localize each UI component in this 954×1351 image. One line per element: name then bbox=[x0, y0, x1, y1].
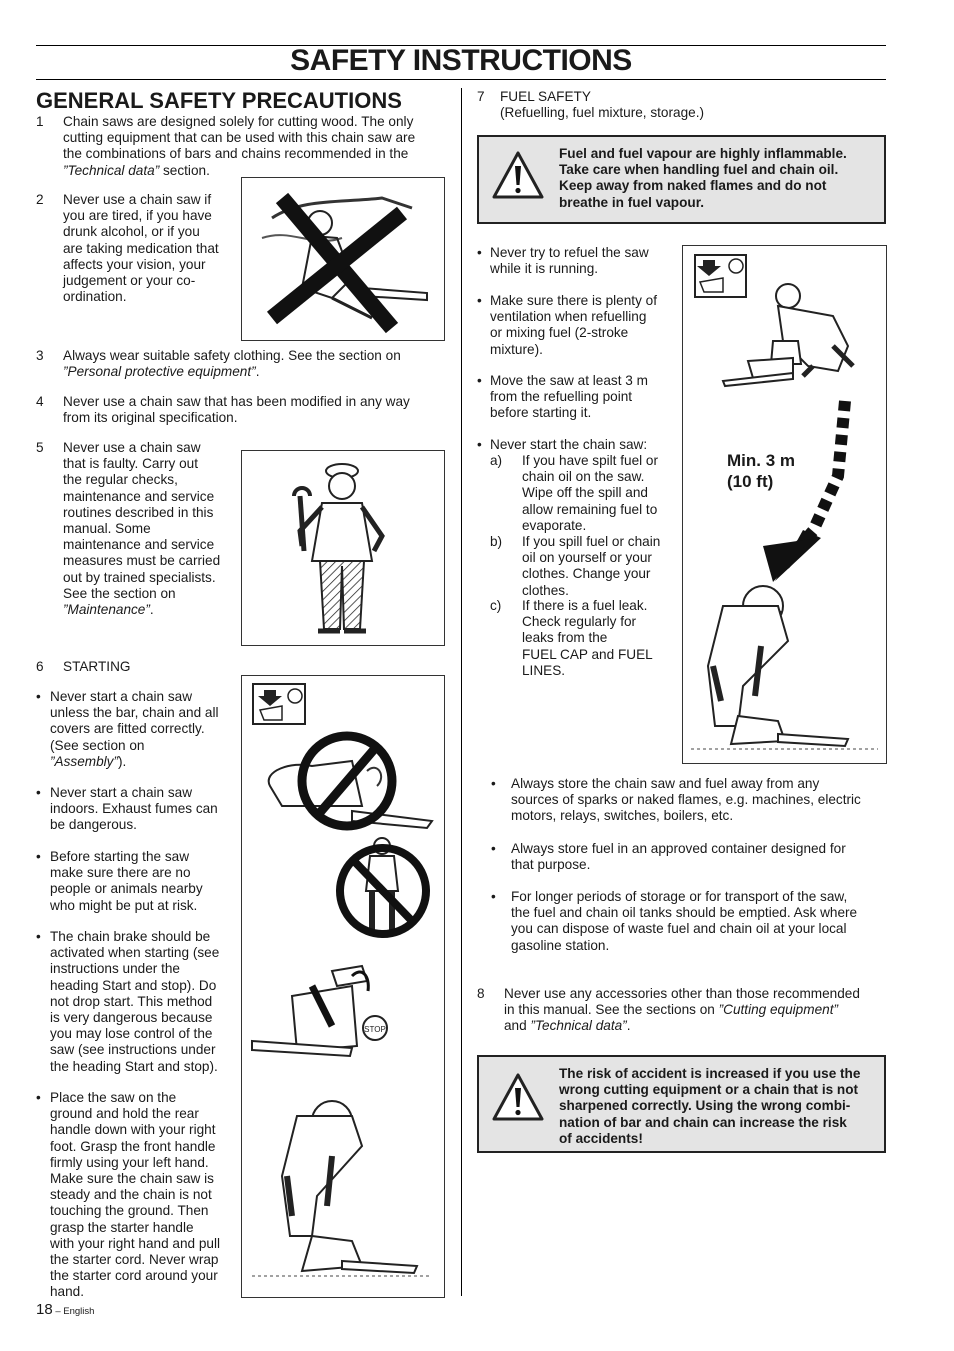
text-line: before starting it. bbox=[490, 405, 592, 421]
fuel-safety-heading: FUEL SAFETY bbox=[500, 89, 591, 104]
text-line: nation of bar and chain can increase the risk bbox=[559, 1114, 847, 1130]
bullet-icon: • bbox=[477, 245, 482, 260]
section-reference: ”Cutting equipment” bbox=[718, 1002, 838, 1018]
operator-starting-saw-icon bbox=[691, 586, 878, 749]
text-line bbox=[63, 364, 401, 380]
text-line: the fuel and chain oil tanks should be emptied. Ask where bbox=[511, 905, 858, 921]
text-fragment: ). bbox=[117, 753, 127, 769]
sub-item-letter: a) bbox=[490, 453, 503, 468]
page-number: 18 bbox=[36, 1301, 53, 1318]
item-1-text bbox=[63, 114, 415, 179]
stop-label: STOP bbox=[364, 1025, 386, 1034]
text-line: is very dangerous because bbox=[50, 1010, 213, 1026]
fuel-bullet-3-text bbox=[490, 373, 648, 422]
text-line: Fuel and fuel vapour are highly inflammable. bbox=[559, 146, 847, 161]
text-line: grasp the starter handle bbox=[50, 1219, 194, 1235]
item-number: 6 bbox=[36, 659, 44, 674]
bullet-icon: • bbox=[491, 889, 496, 904]
text-fragment: . bbox=[149, 602, 154, 618]
text-line bbox=[504, 1018, 860, 1034]
refuel-distance-illustration bbox=[682, 245, 887, 764]
text-line: breathe in fuel vapour. bbox=[559, 194, 705, 210]
starting-illustrations bbox=[241, 675, 445, 1298]
item-number: 2 bbox=[36, 192, 44, 207]
text-line: touching the ground. Then bbox=[50, 1203, 209, 1219]
text-line: Keep away from naked flames and do not bbox=[559, 178, 827, 194]
no-start-saw-icon bbox=[269, 736, 432, 828]
column-divider bbox=[461, 88, 462, 1296]
text-line: Min. 3 m bbox=[727, 451, 796, 470]
text-line: saw (see instructions under bbox=[50, 1042, 216, 1058]
section-reference: ”Assembly” bbox=[50, 753, 118, 769]
bullet-1-text bbox=[50, 689, 219, 770]
text-line: Never start a chain saw bbox=[50, 785, 193, 800]
text-line: that purpose. bbox=[511, 857, 591, 873]
item-8-text bbox=[504, 986, 860, 1035]
starting-heading: STARTING bbox=[63, 659, 131, 674]
text-fragment: and bbox=[504, 1018, 531, 1034]
text-line: you may lose control of the bbox=[50, 1026, 213, 1042]
text-line: sources of sparks or naked flames, e.g. machines, electric bbox=[511, 792, 861, 808]
refuel-stop-icon bbox=[695, 255, 746, 297]
storage-bullet-2-text bbox=[511, 841, 846, 873]
text-line: Always store fuel in an approved container designed for bbox=[511, 841, 846, 856]
text-line: Move the saw at least 3 m bbox=[490, 373, 648, 388]
text-line: Take care when handling fuel and chain oil. bbox=[559, 162, 839, 178]
text-line: Wipe off the spill and bbox=[522, 485, 648, 501]
text-line: cutting equipment that can be used with this chain saw are bbox=[63, 130, 416, 146]
item-number: 5 bbox=[36, 440, 44, 455]
bullet-4-text bbox=[50, 929, 219, 1075]
text-line: the heading Start and stop). bbox=[50, 1058, 218, 1074]
text-line: while it is running. bbox=[490, 261, 599, 277]
text-line: not drop start. This method bbox=[50, 993, 213, 1009]
text-line: that is faulty. Carry out bbox=[63, 456, 198, 472]
item-3-text bbox=[63, 348, 401, 380]
text-line: the combinations of bars and chains recommended in the bbox=[63, 146, 409, 162]
text-line: drunk alcohol, or if you bbox=[63, 224, 200, 240]
text-line: make sure there are no bbox=[50, 865, 191, 881]
text-line: out by trained specialists. bbox=[63, 569, 216, 585]
text-line: allow remaining fuel to bbox=[522, 501, 658, 517]
bullet-icon: • bbox=[491, 841, 496, 856]
text-line: with your right hand and pull bbox=[50, 1235, 221, 1251]
fuel-warning-text bbox=[559, 146, 847, 211]
text-line: be dangerous. bbox=[50, 817, 137, 833]
text-line: firmly using your left hand. bbox=[50, 1154, 209, 1170]
bullet-icon: • bbox=[36, 849, 41, 864]
no-drop-start-icon bbox=[252, 966, 387, 1056]
text-fragment: section. bbox=[159, 162, 210, 178]
text-line: Never use a chain saw bbox=[63, 440, 201, 455]
section-heading: GENERAL SAFETY PRECAUTIONS bbox=[36, 88, 402, 113]
sub-item-b-text bbox=[522, 534, 660, 599]
item-2-text bbox=[63, 192, 219, 305]
text-line: activated when starting (see bbox=[50, 945, 220, 961]
text-line: measures must be carried bbox=[63, 553, 221, 569]
text-line: indoors. Exhaust fumes can bbox=[50, 801, 218, 817]
text-line: The chain brake should be bbox=[50, 929, 211, 944]
text-line: from the refuelling point bbox=[490, 389, 633, 405]
text-line: of accidents! bbox=[559, 1130, 643, 1146]
text-line: Check regularly for bbox=[522, 614, 637, 630]
text-line: hand. bbox=[50, 1284, 85, 1300]
text-line: Never try to refuel the saw bbox=[490, 245, 649, 260]
text-line: Never use a chain saw that has been modified in any way bbox=[63, 394, 410, 409]
text-line: leaks from the bbox=[522, 630, 608, 646]
fuel-bullet-2-text bbox=[490, 293, 657, 358]
text-line: clothes. bbox=[522, 582, 569, 598]
fuel-bullet-4-text: Never start the chain saw: bbox=[490, 437, 648, 452]
fuel-warning-box bbox=[477, 135, 886, 224]
bullet-icon: • bbox=[36, 785, 41, 800]
sub-item-c-text bbox=[522, 598, 653, 679]
section-reference: ”Personal protective equipment” bbox=[63, 364, 256, 380]
text-line: ventilation when refuelling bbox=[490, 309, 647, 325]
text-line bbox=[63, 602, 220, 618]
text-line: maintenance and service bbox=[63, 537, 215, 553]
text-line: the starter cord. Never wrap bbox=[50, 1252, 219, 1268]
text-line: or mixing fuel (2-stroke bbox=[490, 325, 629, 341]
item-5-text bbox=[63, 440, 220, 618]
storage-bullet-3-text bbox=[511, 889, 857, 954]
cutting-equipment-warning-box bbox=[477, 1055, 886, 1153]
text-line: the starter cord around your bbox=[50, 1268, 218, 1284]
text-line bbox=[50, 754, 219, 770]
bullet-icon: • bbox=[36, 689, 41, 704]
text-fragment: . bbox=[255, 364, 260, 380]
text-line: sharpened correctly. Using the wrong combi- bbox=[559, 1098, 851, 1114]
bullet-icon: • bbox=[477, 293, 482, 308]
text-line: evaporate. bbox=[522, 517, 587, 533]
mechanic-wrench-illustration bbox=[241, 450, 445, 646]
bullet-icon: • bbox=[477, 437, 482, 452]
text-line: judgement or your co- bbox=[63, 273, 196, 289]
bullet-5-text bbox=[50, 1090, 220, 1301]
bullet-icon: • bbox=[491, 776, 496, 791]
text-line: Before starting the saw bbox=[50, 849, 190, 864]
text-line: wrong cutting equipment or a chain that is not bbox=[559, 1082, 859, 1098]
text-line: motors, relays, switches, boilers, etc. bbox=[511, 808, 734, 824]
text-line: who might be put at risk. bbox=[50, 897, 198, 913]
item-number: 1 bbox=[36, 114, 44, 129]
fuel-safety-subheading: (Refuelling, fuel mixture, storage.) bbox=[500, 105, 704, 120]
page-footer bbox=[36, 1302, 94, 1320]
cutting-equipment-warning-text bbox=[559, 1066, 860, 1147]
page-title: SAFETY INSTRUCTIONS bbox=[290, 44, 632, 77]
operator-starting-saw-icon bbox=[252, 1101, 432, 1276]
item-number: 3 bbox=[36, 348, 44, 363]
text-line: Chain saws are designed solely for cutting wood. The only bbox=[63, 114, 414, 129]
text-line: If you have spilt fuel or bbox=[522, 453, 659, 468]
language-label: – English bbox=[52, 1306, 95, 1317]
sub-item-a-text bbox=[522, 453, 658, 534]
fuel-bullet-1-text bbox=[490, 245, 649, 277]
text-line: ground and hold the rear bbox=[50, 1106, 199, 1122]
text-line: Place the saw on the bbox=[50, 1090, 177, 1105]
text-line: clothes. Change your bbox=[522, 566, 651, 582]
text-line: are taking medication that bbox=[63, 240, 219, 256]
text-line: Always wear suitable safety clothing. See the section on bbox=[63, 348, 401, 363]
text-line: you are tired, if you have bbox=[63, 208, 212, 224]
text-line: affects your vision, your bbox=[63, 256, 206, 272]
text-line: FUEL CAP and FUEL bbox=[522, 646, 653, 662]
text-fragment: . bbox=[626, 1018, 631, 1034]
text-line: maintenance and service bbox=[63, 488, 215, 504]
sub-item-letter: c) bbox=[490, 598, 502, 613]
section-reference: ”Technical data” bbox=[63, 162, 160, 178]
text-line: manual. Some bbox=[63, 521, 151, 537]
text-line: (10 ft) bbox=[727, 472, 774, 491]
item-4-text bbox=[63, 394, 410, 426]
bullet-icon: • bbox=[36, 1090, 41, 1105]
text-line: foot. Grasp the front handle bbox=[50, 1138, 216, 1154]
item-number: 4 bbox=[36, 394, 44, 409]
bullet-2-text bbox=[50, 785, 218, 834]
text-line: ordination. bbox=[63, 289, 127, 305]
text-fragment: in this manual. See the sections on bbox=[504, 1002, 719, 1018]
text-line: handle down with your right bbox=[50, 1122, 216, 1138]
text-line: people or animals nearby bbox=[50, 881, 203, 897]
storage-bullet-1-text bbox=[511, 776, 861, 825]
text-line: covers are fitted correctly. bbox=[50, 721, 205, 737]
text-line: steady and the chain is not bbox=[50, 1187, 212, 1203]
bullet-icon: • bbox=[36, 929, 41, 944]
item-number: 7 bbox=[477, 89, 485, 104]
text-line: gasoline station. bbox=[511, 937, 610, 953]
refuel-stop-icon bbox=[253, 684, 305, 724]
text-line: For longer periods of storage or for transport of the saw, bbox=[511, 889, 848, 904]
section-reference: ”Maintenance” bbox=[63, 602, 150, 618]
warning-triangle-icon bbox=[491, 1071, 545, 1123]
text-line: chain oil on the saw. bbox=[522, 469, 645, 485]
bullet-icon: • bbox=[477, 373, 482, 388]
text-line: The risk of accident is increased if you use the bbox=[559, 1066, 861, 1081]
text-line: LINES. bbox=[522, 662, 566, 678]
text-line: Never use a chain saw if bbox=[63, 192, 212, 207]
text-line: routines described in this bbox=[63, 504, 214, 520]
text-line: Make sure the chain saw is bbox=[50, 1171, 214, 1187]
text-line: Make sure there is plenty of bbox=[490, 293, 657, 308]
text-line: heading Start and stop). Do bbox=[50, 977, 217, 993]
sub-item-letter: b) bbox=[490, 534, 503, 549]
text-line: Always store the chain saw and fuel away from any bbox=[511, 776, 820, 791]
text-line bbox=[504, 1002, 860, 1018]
text-line: Never start a chain saw bbox=[50, 689, 193, 704]
text-line: oil on yourself or your bbox=[522, 550, 652, 566]
no-bystanders-icon bbox=[340, 838, 426, 934]
text-line: If there is a fuel leak. bbox=[522, 598, 648, 613]
text-line: mixture). bbox=[490, 341, 543, 357]
text-line: If you spill fuel or chain bbox=[522, 534, 661, 549]
warning-triangle-icon bbox=[491, 149, 545, 201]
distance-label bbox=[727, 450, 795, 492]
tired-operator-illustration bbox=[241, 177, 445, 341]
header-rule-bottom bbox=[36, 79, 886, 80]
text-line: the regular checks, bbox=[63, 472, 178, 488]
text-line: instructions under the bbox=[50, 961, 180, 977]
refuelling-operator-icon bbox=[723, 284, 853, 386]
text-line: Never use any accessories other than those recommended bbox=[504, 986, 860, 1001]
section-reference: ”Technical data” bbox=[530, 1018, 627, 1034]
text-line: unless the bar, chain and all bbox=[50, 705, 219, 721]
text-line: you can dispose of waste fuel and chain oil at your local bbox=[511, 921, 847, 937]
item-number: 8 bbox=[477, 986, 485, 1001]
text-line: See the section on bbox=[63, 585, 176, 601]
text-line: (See section on bbox=[50, 737, 145, 753]
text-line: from its original specification. bbox=[63, 410, 238, 426]
bullet-3-text bbox=[50, 849, 203, 914]
